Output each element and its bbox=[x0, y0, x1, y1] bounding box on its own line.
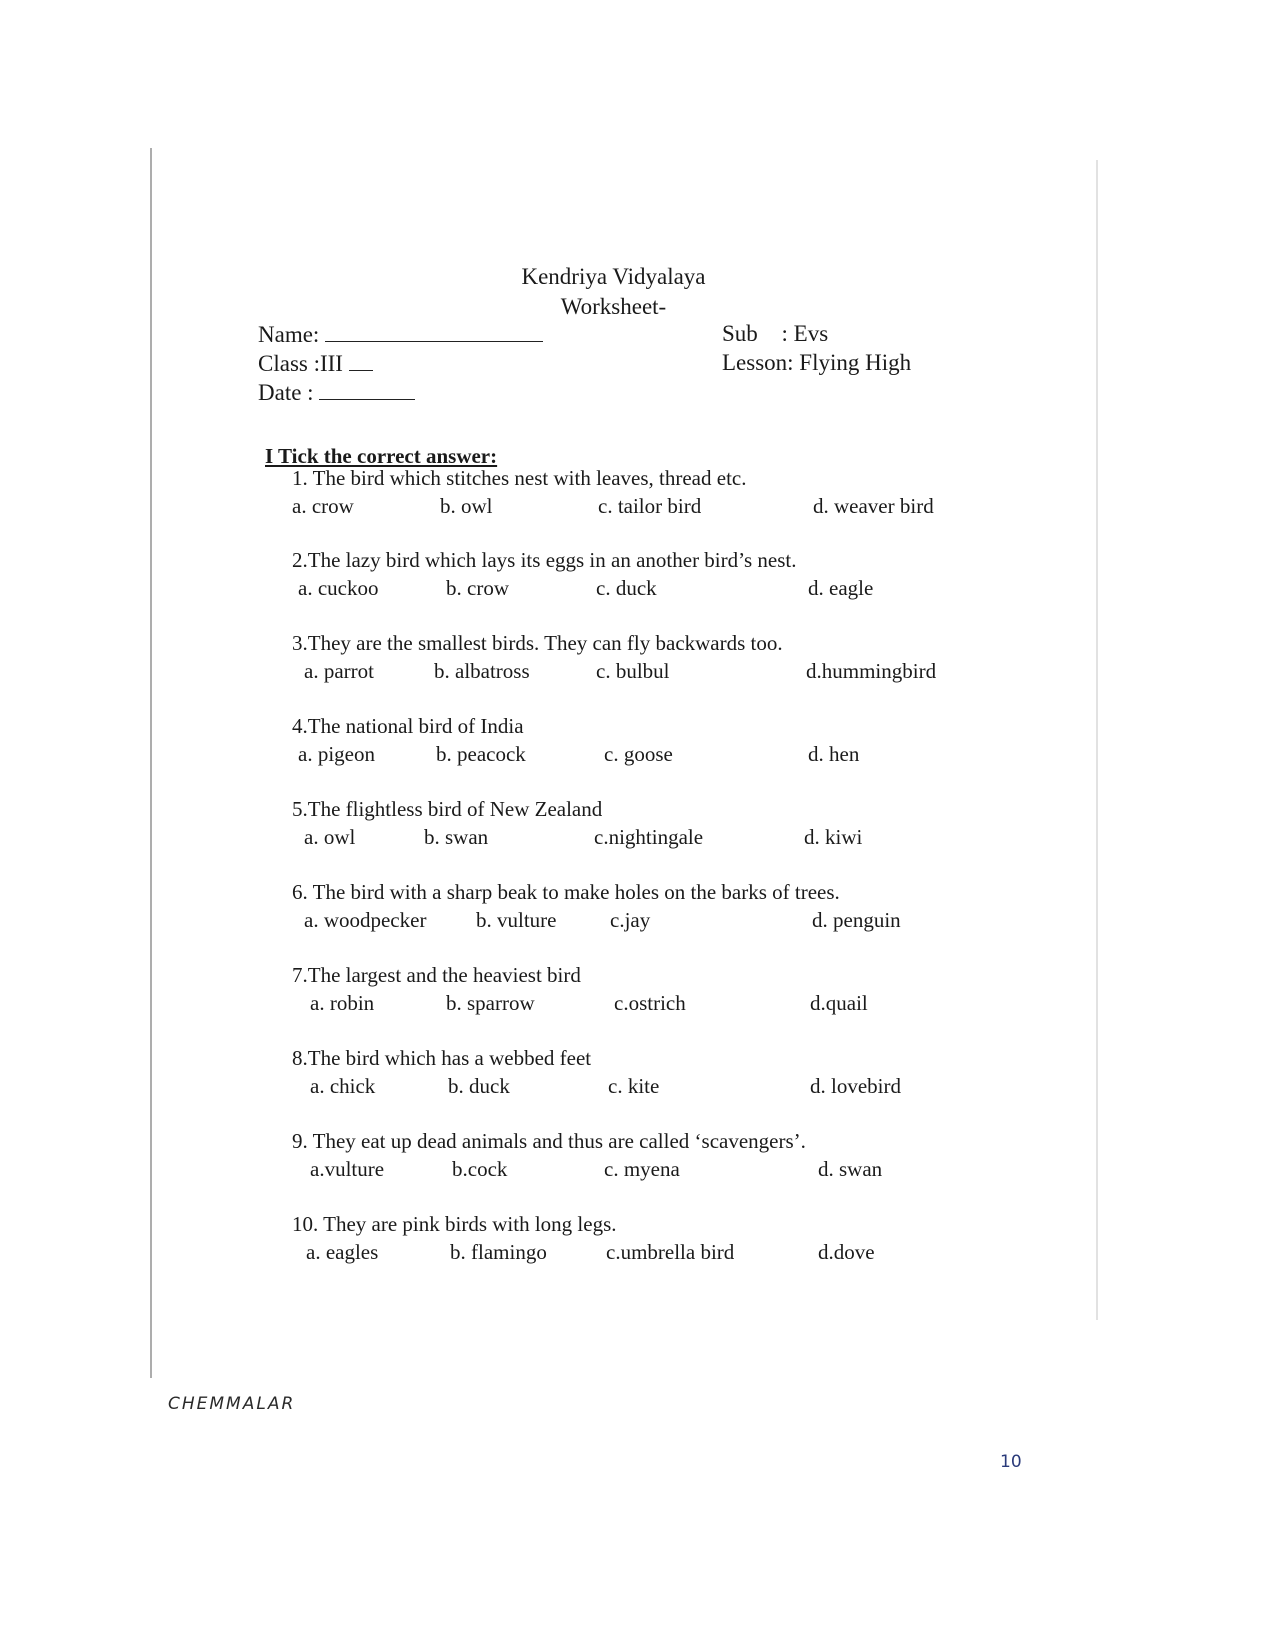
subject-field bbox=[722, 321, 828, 347]
class-blank[interactable] bbox=[349, 350, 373, 371]
option-d[interactable]: d.hummingbird bbox=[806, 659, 937, 683]
option-c[interactable]: c.nightingale bbox=[594, 825, 704, 849]
teacher-signature: CHEMMALAR bbox=[168, 1394, 296, 1414]
option-b[interactable]: b. flamingo bbox=[450, 1240, 547, 1264]
option-b[interactable]: b.cock bbox=[452, 1157, 508, 1181]
option-a[interactable]: a. chick bbox=[310, 1074, 376, 1098]
question-text: 8.The bird which has a webbed feet bbox=[292, 1046, 592, 1070]
date-label: Date : bbox=[258, 380, 314, 405]
worksheet-title-text: Worksheet- bbox=[560, 294, 667, 319]
date-field bbox=[258, 379, 415, 406]
option-c[interactable]: c.umbrella bird bbox=[606, 1240, 735, 1264]
option-d[interactable]: d. kiwi bbox=[804, 825, 863, 849]
question-text: 10. They are pink birds with long legs. bbox=[292, 1212, 617, 1236]
option-d[interactable]: d. eagle bbox=[808, 576, 874, 600]
worksheet-title bbox=[0, 294, 1275, 320]
lesson-text: Lesson: Flying High bbox=[722, 350, 912, 375]
option-c[interactable]: c. bulbul bbox=[596, 659, 670, 683]
option-a[interactable]: a. cuckoo bbox=[298, 576, 379, 600]
option-c[interactable]: c. duck bbox=[596, 576, 657, 600]
name-label: Name: bbox=[258, 322, 320, 347]
name-blank[interactable] bbox=[325, 321, 543, 342]
option-d[interactable]: d. lovebird bbox=[810, 1074, 901, 1098]
option-a[interactable]: a. eagles bbox=[306, 1240, 379, 1264]
option-b[interactable]: b. crow bbox=[446, 576, 509, 600]
option-a[interactable]: a. owl bbox=[304, 825, 356, 849]
date-blank[interactable] bbox=[319, 379, 415, 400]
question-text: 4.The national bird of India bbox=[292, 714, 524, 738]
question-4 bbox=[0, 714, 1275, 774]
question-5 bbox=[0, 797, 1275, 857]
option-c[interactable]: c. goose bbox=[604, 742, 673, 766]
option-d[interactable]: d. penguin bbox=[812, 908, 901, 932]
option-b[interactable]: b. duck bbox=[448, 1074, 510, 1098]
option-b[interactable]: b. sparrow bbox=[446, 991, 535, 1015]
option-a[interactable]: a.vulture bbox=[310, 1157, 385, 1181]
lesson-field bbox=[722, 350, 911, 376]
option-d[interactable]: d. weaver bird bbox=[813, 494, 934, 518]
question-text: 3.They are the smallest birds. They can fly backwards too. bbox=[292, 631, 783, 655]
page-number: 10 bbox=[1000, 1452, 1022, 1472]
question-text: 1. The bird which stitches nest with leaves, thread etc. bbox=[292, 466, 747, 490]
option-a[interactable]: a. pigeon bbox=[298, 742, 375, 766]
option-b[interactable]: b. owl bbox=[440, 494, 493, 518]
question-6 bbox=[0, 880, 1275, 940]
school-name bbox=[0, 264, 1275, 290]
option-b[interactable]: b. albatross bbox=[434, 659, 530, 683]
option-c[interactable]: c.ostrich bbox=[614, 991, 686, 1015]
option-a[interactable]: a. robin bbox=[310, 991, 375, 1015]
class-label: Class :III bbox=[258, 351, 343, 376]
option-d[interactable]: d. swan bbox=[818, 1157, 883, 1181]
subject-label: Sub bbox=[722, 321, 758, 346]
option-b[interactable]: b. peacock bbox=[436, 742, 526, 766]
question-8 bbox=[0, 1046, 1275, 1106]
question-text: 7.The largest and the heaviest bird bbox=[292, 963, 581, 987]
subject-value: : Evs bbox=[781, 321, 829, 346]
question-1 bbox=[0, 466, 1275, 526]
question-10 bbox=[0, 1212, 1275, 1272]
option-b[interactable]: b. vulture bbox=[476, 908, 557, 932]
question-text: 5.The flightless bird of New Zealand bbox=[292, 797, 603, 821]
question-text: 2.The lazy bird which lays its eggs in an another bird’s nest. bbox=[292, 548, 797, 572]
option-c[interactable]: c. kite bbox=[608, 1074, 660, 1098]
question-2 bbox=[0, 548, 1275, 608]
section-title: I Tick the correct answer: bbox=[265, 444, 498, 468]
school-name-text: Kendriya Vidyalaya bbox=[521, 264, 706, 289]
option-c[interactable]: c. tailor bird bbox=[598, 494, 702, 518]
question-text: 9. They eat up dead animals and thus are called ‘scavengers’. bbox=[292, 1129, 806, 1153]
name-field bbox=[258, 321, 543, 348]
option-d[interactable]: d.dove bbox=[818, 1240, 875, 1264]
class-field bbox=[258, 350, 373, 377]
question-3 bbox=[0, 631, 1275, 691]
option-a[interactable]: a. woodpecker bbox=[304, 908, 427, 932]
question-9 bbox=[0, 1129, 1275, 1189]
question-text: 6. The bird with a sharp beak to make holes on the barks of trees. bbox=[292, 880, 840, 904]
option-d[interactable]: d.quail bbox=[810, 991, 868, 1015]
option-a[interactable]: a. parrot bbox=[304, 659, 374, 683]
option-d[interactable]: d. hen bbox=[808, 742, 860, 766]
option-a[interactable]: a. crow bbox=[292, 494, 354, 518]
question-7 bbox=[0, 963, 1275, 1023]
option-b[interactable]: b. swan bbox=[424, 825, 489, 849]
option-c[interactable]: c.jay bbox=[610, 908, 651, 932]
option-c[interactable]: c. myena bbox=[604, 1157, 680, 1181]
